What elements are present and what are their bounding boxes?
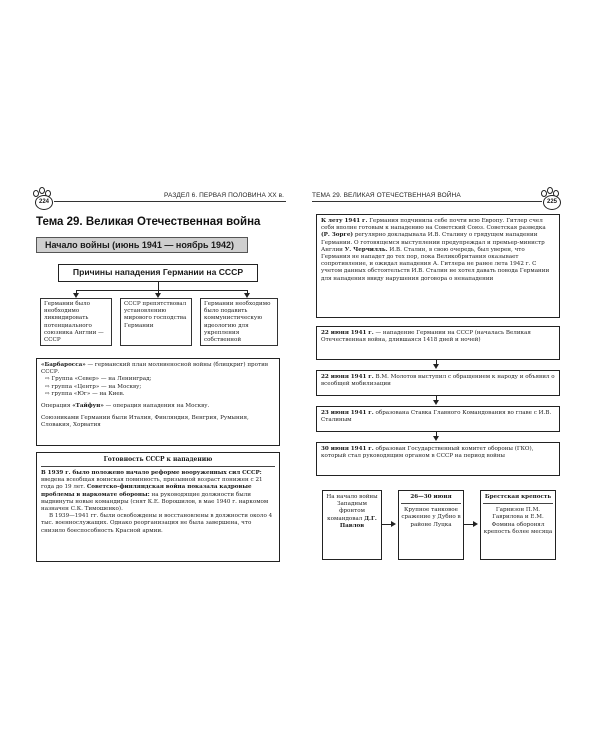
readiness-box	[36, 452, 280, 562]
timeline-text: В.М. Молотов выступил с обращением к народу и объявил о всеобщей мобилизации	[321, 374, 555, 388]
header-rule	[54, 201, 286, 202]
readiness-title: Готовность СССР к нападению	[103, 456, 213, 463]
summer-lead: К лету 1941 г.	[321, 218, 368, 224]
cause-2: СССР препятствовал установлению мирового господства Германии	[120, 298, 192, 346]
finnish-war-text: на руководящие должности были выдвинуты новые командиры (снят К.Е. Ворошилов, в мае 1940 г. наркомом назначен С.К. Тимошенко).	[41, 491, 269, 513]
brest-divider	[483, 503, 553, 504]
page-number-right: 225	[543, 195, 561, 210]
barbarossa-name: «Барбаросса»	[41, 362, 86, 368]
timeline-date: 22 июня 1941 г.	[321, 330, 374, 336]
paw-page-number-right	[540, 188, 562, 210]
typhoon-text: — операция нападения на Москву.	[103, 403, 210, 410]
dubno-date: 26—30 июня	[410, 494, 452, 500]
timeline-text: — нападение Германии на СССР (началась Великая Отечественная война, длившаяся 1418 дней и ночей)	[321, 330, 531, 344]
period-bar: Начало войны (июнь 1941 — ноябрь 1942)	[36, 237, 248, 253]
readiness-paragraph-2: В 1939—1941 гг. были освобождены и восстановлены в должности около 4 тыс. военнослужащих. Однако реорганизация не была завершена, что снизило боеспособность Красной армии.	[41, 513, 273, 534]
group-south: ⇨ группа «Юг» — на Киев.	[45, 390, 125, 397]
summer-text-2: регулярно докладывала И.В. Сталину о грядущем нападении Германии. О готовящемся выступлении предупреждал и премьер-министр Англии	[321, 232, 545, 253]
plans-box	[36, 358, 280, 446]
running-head-right: ТЕМА 29. ВЕЛИКАЯ ОТЕЧЕСТВЕННАЯ ВОЙНА	[312, 192, 461, 199]
typhoon-prefix: Операция	[41, 403, 73, 410]
barbarossa-text: — германский план молниеносной войны (блицкриг) против СССР.	[41, 362, 268, 376]
summer-text-1: Германия подчинила себе почти всю Европу. Гитлер счел себя вполне готовым к нападению на Советский Союз. Советская разведка	[321, 218, 546, 232]
timeline-date: 22 июня 1941 г.	[321, 374, 374, 380]
timeline-item-3	[316, 406, 560, 432]
paw-page-number-left	[32, 188, 54, 210]
summer-1941-box	[316, 214, 560, 318]
topic-title: Тема 29. Великая Отечественная война	[36, 216, 261, 228]
timeline-date: 23 июня 1941 г.	[321, 410, 374, 416]
cause-1: Германии было необходимо ликвидировать потенциального союзника Англии — СССР	[40, 298, 112, 346]
western-front-box	[322, 490, 382, 560]
reform-text: введена всеобщая воинская повинность, призывной возраст понижен с 21 года до 19 лет.	[41, 477, 263, 491]
header-rule-right	[312, 201, 542, 202]
typhoon-name: «Тайфун»	[72, 403, 104, 410]
dubno-text: Крупное танковое сражение у Дубно в районе Луцка	[401, 507, 461, 528]
dubno-divider	[401, 503, 461, 504]
reform-lead: В 1939 г. было положено начало реформе вооруженных сил СССР:	[41, 470, 262, 476]
pavlov-name: Д.Г. Павлов	[339, 515, 377, 529]
timeline-item-4	[316, 442, 560, 476]
left-page	[36, 178, 286, 698]
timeline-text: образована Ставка Главного Командования во главе с И.В. Сталиным	[321, 410, 552, 424]
brest-title: Брестская крепость	[484, 494, 552, 500]
western-front-text: На начало войны Западным фронтом командовал	[326, 494, 378, 522]
causes-heading: Причины нападения Германии на СССР	[58, 264, 258, 282]
summer-text-3: И.В. Сталин, в свою очередь, был уверен, что Германия не нападет до тех пор, пока Великобритания оказывает сопротивление, и ожидал нападения А. Гитлера не ранее лета 1942 г. С учетом данных обстоятельств И.В. Сталин не хотел давать повода Германии для нападения ввиду нарушения договора о ненападении	[321, 246, 550, 282]
group-center: ⇨ группа «Центр» — на Москву;	[45, 383, 142, 390]
timeline-item-1	[316, 326, 560, 360]
page-number: 224	[35, 195, 53, 210]
churchill-name: У. Черчилль.	[344, 246, 388, 253]
timeline-text: образован Государственный комитет обороны (ГКО), который стал руководящим органом в СССР на период войны	[321, 446, 534, 460]
finnish-war-lead: Советско-финляндская война показала кадровые проблемы в наркомате обороны:	[41, 484, 252, 498]
germany-allies: Союзниками Германии были Италия, Финляндия, Венгрия, Румыния, Словакия, Хорватия	[41, 415, 249, 429]
timeline-date: 30 июня 1941 г.	[321, 446, 374, 452]
group-north: ⇨ Группа «Север» — на Ленинград;	[45, 376, 152, 383]
timeline-item-2	[316, 370, 560, 396]
brest-fortress-box	[480, 490, 556, 560]
dubno-battle-box	[398, 490, 464, 560]
readiness-divider	[41, 466, 275, 467]
brest-text: Гарнизон П.М. Гаврилова и Е.М. Фомина оборонял крепость более месяца	[483, 507, 553, 535]
sorge-name: (Р. Зорге)	[321, 232, 354, 239]
cause-3: Германии необходимо было подавить коммунистическую идеологию для укрепления собственной	[200, 298, 278, 346]
right-page	[312, 178, 562, 698]
running-head: РАЗДЕЛ 6. ПЕРВАЯ ПОЛОВИНА XX в.	[164, 192, 285, 199]
